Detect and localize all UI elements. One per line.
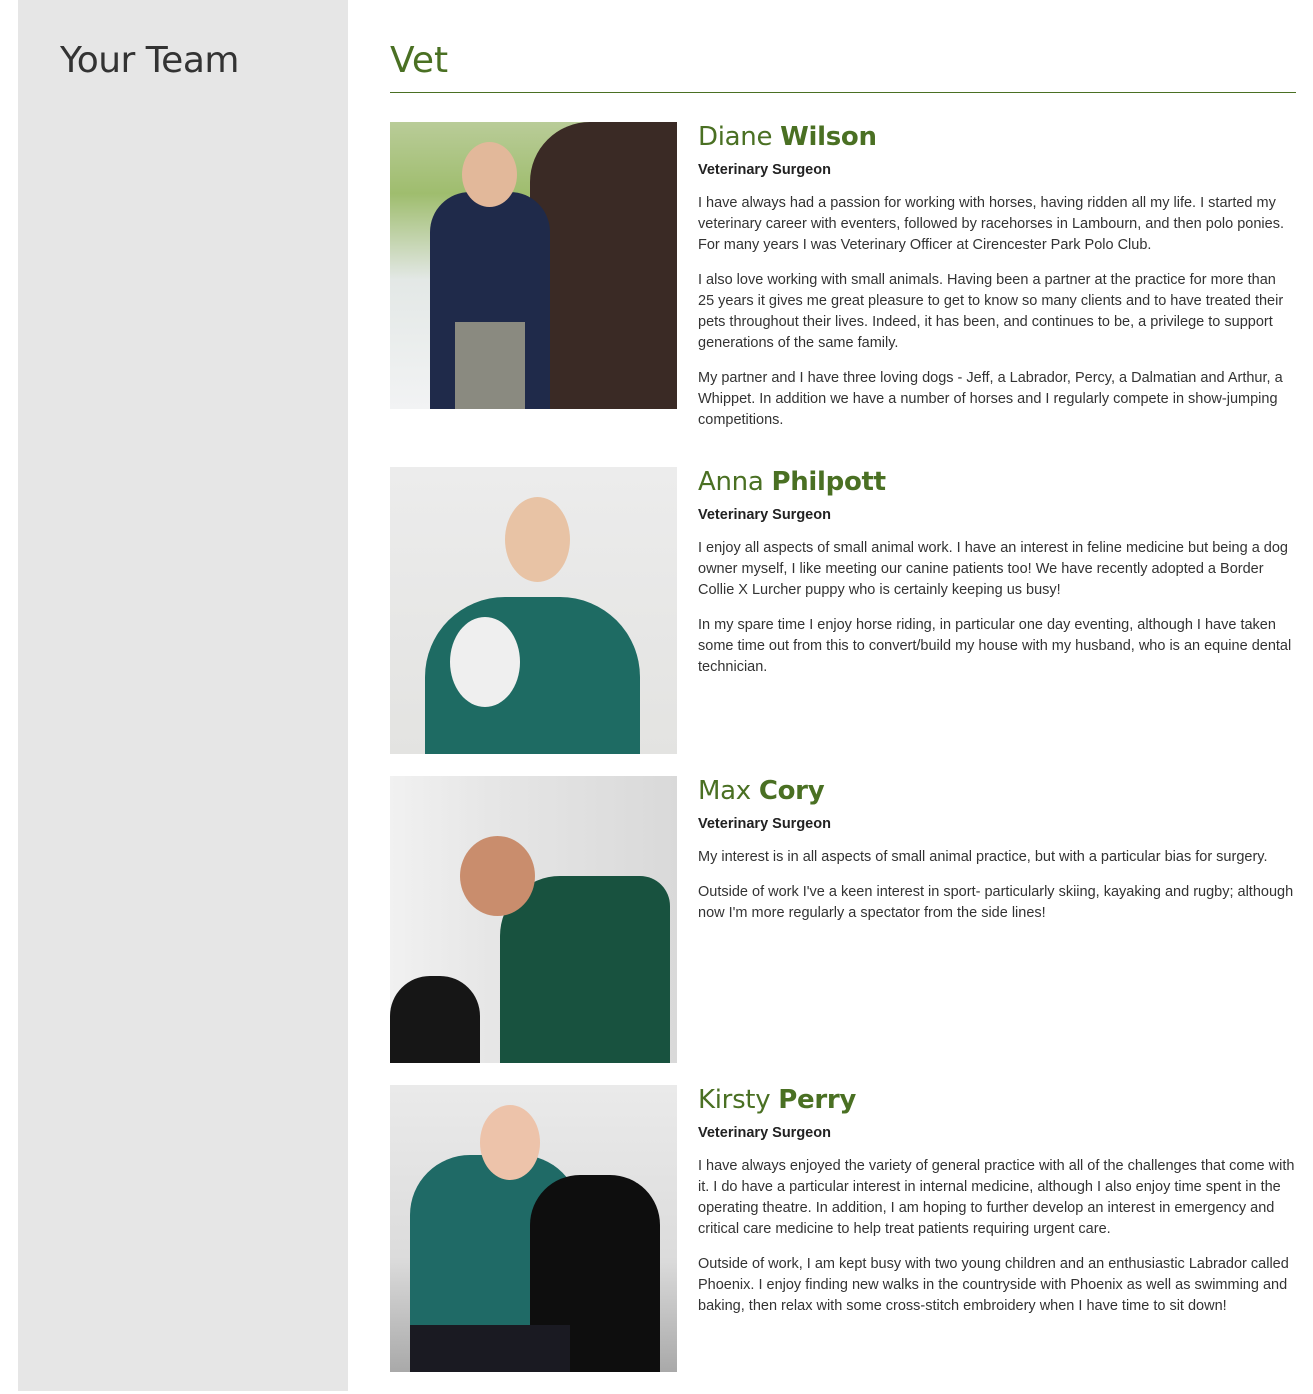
team-member-card <box>390 776 1296 1063</box>
member-photo <box>390 1085 677 1372</box>
member-role: Veterinary Surgeon <box>698 507 831 523</box>
member-bio: I also love working with small animals. Having been a partner at the practice for more than 25 years it gives me great pleasure to get to know so many clients and to have treated their pets throughout their lives. Indeed, it has been, and continues to be, a privilege to support generations of the same family. <box>698 272 1284 351</box>
member-name: Anna Philpott <box>698 467 886 497</box>
divider <box>390 92 1296 93</box>
member-bio: I have always enjoyed the variety of general practice with all of the challenges that come with it. I do have a particular interest in internal medicine, although I also enjoy time spent in the operating theatre. In addition, I am hoping to further develop an interest in emergency and critical care medicine to help treat patients requiring urgent care. <box>698 1158 1295 1237</box>
member-role: Veterinary Surgeon <box>698 1125 831 1141</box>
member-photo <box>390 467 677 754</box>
member-name: Diane Wilson <box>698 122 877 152</box>
member-name: Max Cory <box>698 776 825 806</box>
member-name: Kirsty Perry <box>698 1085 857 1115</box>
member-role: Veterinary Surgeon <box>698 816 831 832</box>
member-bio: I enjoy all aspects of small animal work. I have an interest in feline medicine but being a dog owner myself, I like meeting our canine patients too! We have recently adopted a Border Collie X Lurcher puppy who is certainly keeping us busy! <box>698 540 1288 598</box>
team-member-card <box>390 122 1296 445</box>
member-photo <box>390 122 677 409</box>
member-bio: Outside of work, I am kept busy with two young children and an enthusiastic Labrador called Phoenix. I enjoy finding new walks in the countryside with Phoenix as well as swimming and baking, then relax with some cross-stitch embroidery when I have time to sit down! <box>698 1256 1289 1314</box>
section-title: Vet <box>390 40 449 81</box>
team-member-card <box>390 467 1296 754</box>
team-list <box>390 122 1296 1394</box>
member-bio: I have always had a passion for working with horses, having ridden all my life. I started my veterinary career with eventers, followed by racehorses in Lambourn, and then polo ponies. For many years I was Veterinary Officer at Cirencester Park Polo Club. <box>698 195 1284 253</box>
member-bio: Outside of work I've a keen interest in sport- particularly skiing, kayaking and rugby; although now I'm more regularly a spectator from the side lines! <box>698 884 1294 921</box>
member-bio: In my spare time I enjoy horse riding, in particular one day eventing, although I have taken some time out from this to convert/build my house with my husband, who is an equine dental technician. <box>698 617 1292 675</box>
member-photo <box>390 776 677 1063</box>
team-member-card <box>390 1085 1296 1372</box>
member-bio: My interest is in all aspects of small animal practice, but with a particular bias for surgery. <box>698 849 1268 865</box>
member-bio: My partner and I have three loving dogs - Jeff, a Labrador, Percy, a Dalmatian and Arthur, a Whippet. In addition we have a number of horses and I regularly compete in show-jumping competitions. <box>698 370 1283 428</box>
member-role: Veterinary Surgeon <box>698 162 831 178</box>
sidebar <box>18 0 348 1391</box>
sidebar-title: Your Team <box>60 40 239 81</box>
